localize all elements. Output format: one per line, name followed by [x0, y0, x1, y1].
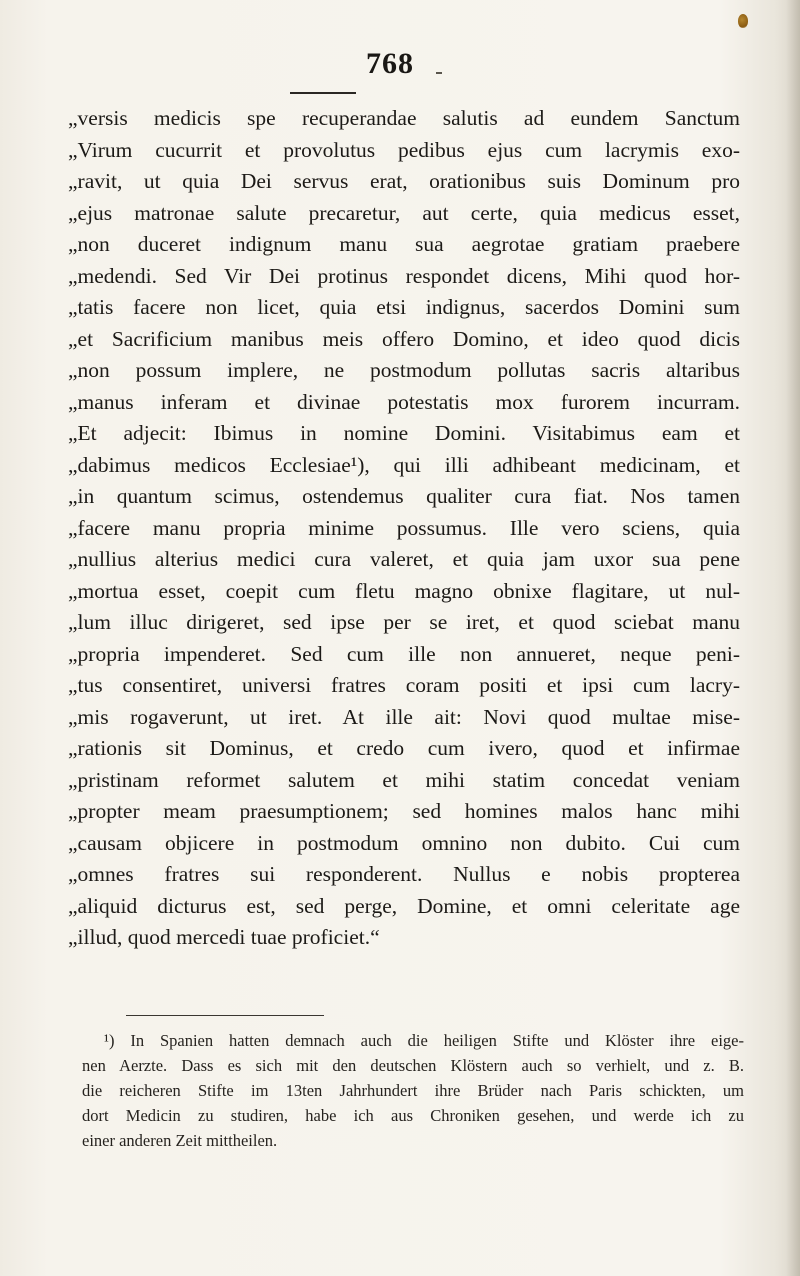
- text-line: „nullius alterius medici cura valeret, et quia jam uxor sua pene: [68, 547, 740, 571]
- text-line: „omnes fratres sui responderent. Nullus e nobis propterea: [68, 862, 740, 886]
- text-line: „aliquid dicturus est, sed perge, Domine, et omni celeritate age: [68, 893, 740, 918]
- text-line: „rationis sit Dominus, et credo cum ivero, quod et infirmae: [68, 736, 740, 760]
- text-line: „mis rogaverunt, ut iret. At ille ait: Novi quod multae mise-: [68, 704, 740, 729]
- text-line: „facere manu propria minime possumus. Ille vero sciens, quia: [68, 515, 740, 540]
- text-line-last: „illud, quod mercedi tuae proficiet.“: [68, 925, 380, 949]
- text-line: „causam objicere in postmodum omnino non dubito. Cui cum: [68, 830, 740, 855]
- text-line: „ejus matronae salute precaretur, aut certe, quia medicus esset,: [68, 200, 740, 225]
- text-line: „propter meam praesumptionem; sed homines malos hanc mihi: [68, 799, 740, 823]
- text-line: „tus consentiret, universi fratres coram positi et ipsi cum lacry-: [68, 673, 740, 697]
- footnote-line: einer anderen Zeit mittheilen.: [82, 1131, 278, 1150]
- footnote-line: nen Aerzte. Dass es sich mit den deutschen Klöstern auch so verhielt, und z. B.: [82, 1056, 744, 1075]
- footnote-rule: [126, 1015, 324, 1016]
- text-line: „Virum cucurrit et provolutus pedibus ejus cum lacrymis exo-: [68, 137, 740, 162]
- text-line: „mortua esset, coepit cum fletu magno obnixe flagitare, ut nul-: [68, 578, 740, 603]
- text-line: „manus inferam et divinae potestatis mox furorem incurram.: [68, 389, 740, 414]
- header-dash: [436, 72, 442, 74]
- footnote-line: ¹) In Spanien hatten demnach auch die heiligen Stifte und Klöster ihre eige-: [104, 1031, 744, 1050]
- main-text-block: [68, 103, 740, 954]
- text-line: „non duceret indignum manu sua aegrotae gratiam praebere: [68, 232, 740, 256]
- text-line: „pristinam reformet salutem et mihi statim concedat veniam: [68, 767, 740, 792]
- text-line: „non possum implere, ne postmodum pollutas sacris altaribus: [68, 358, 740, 382]
- text-line: „Et adjecit: Ibimus in nomine Domini. Visitabimus eam et: [68, 421, 740, 445]
- text-line: „medendi. Sed Vir Dei protinus respondet dicens, Mihi quod hor-: [68, 263, 740, 288]
- ink-stain-mark: [738, 14, 748, 28]
- text-line: „ravit, ut quia Dei servus erat, orationibus suis Dominum pro: [68, 169, 740, 193]
- text-line: „versis medicis spe recuperandae salutis ad eundem Sanctum: [68, 106, 740, 130]
- text-line: „propria impenderet. Sed cum ille non annueret, neque peni-: [68, 641, 740, 666]
- footnote-block: [82, 1028, 744, 1153]
- text-line: „et Sacrificium manibus meis offero Domino, et ideo quod dicis: [68, 326, 740, 351]
- page-edge-shadow: [786, 0, 800, 1276]
- text-line: „in quantum scimus, ostendemus qualiter cura fiat. Nos tamen: [68, 484, 740, 508]
- text-line: „tatis facere non licet, quia etsi indignus, sacerdos Domini sum: [68, 295, 740, 319]
- footnote-line: die reicheren Stifte im 13ten Jahrhundert ihre Brüder nach Paris schickten, um: [82, 1081, 744, 1100]
- footnote-line: dort Medicin zu studiren, habe ich aus Chroniken gesehen, und werde ich zu: [82, 1106, 744, 1125]
- text-line: „lum illuc dirigeret, sed ipse per se iret, et quod sciebat manu: [68, 610, 740, 634]
- text-line: „dabimus medicos Ecclesiae¹), qui illi adhibeant medicinam, et: [68, 452, 740, 477]
- header-rule: [290, 92, 356, 94]
- page-number: 768: [366, 47, 414, 80]
